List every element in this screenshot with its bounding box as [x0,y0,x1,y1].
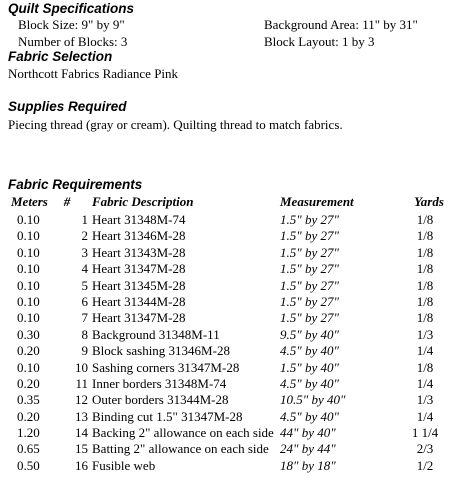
block-size: Block Size: 9" by 9" [18,17,125,32]
table-row [0,458,460,474]
cell-meters: 0.30 [17,326,40,342]
table-row [0,278,460,294]
table-row [0,228,460,244]
cell-measurement: 1.5" by 27" [280,212,339,227]
cell-measurement: 10.5" by 40" [280,392,346,408]
cell-meters: 0.20 [17,408,40,424]
cell-number: 16 [75,457,88,473]
cell-meters: 0.10 [17,277,40,293]
cell-fabric-description: Heart 31348M-74 [92,212,186,227]
cell-fabric-description: Outer borders 31344M-28 [92,392,229,408]
table-row [0,327,460,343]
cell-number: 14 [75,425,88,441]
cell-fabric-description: Fusible web [92,457,156,473]
cell-number: 2 [81,228,88,244]
cell-number: 9 [81,343,88,359]
cell-measurement: 1.5" by 27" [280,293,339,309]
table-row [0,392,460,408]
cell-meters: 0.10 [17,261,40,277]
cell-meters: 0.10 [17,228,40,244]
cell-yards: 2/3 [416,441,434,457]
cell-yards: 1/2 [416,457,434,473]
cell-fabric-description: Heart 31347M-28 [92,310,186,326]
cell-meters: 0.35 [17,392,40,408]
table-header [0,194,460,212]
cell-yards: 1 1/4 [411,425,439,441]
cell-meters: 0.10 [17,310,40,326]
cell-meters: 0.65 [17,441,40,457]
cell-yards: 1/8 [416,359,434,375]
cell-meters: 0.10 [17,244,40,260]
cell-measurement: 1.5" by 27" [280,228,339,244]
cell-number: 12 [75,392,88,408]
block-layout: Block Layout: 1 by 3 [264,34,375,49]
table-row [0,343,460,359]
cell-fabric-description: Batting 2" allowance on each side [92,441,269,457]
cell-measurement: 1.5" by 27" [280,277,339,293]
table-row [0,360,460,376]
cell-measurement: 24" by 44" [280,441,336,457]
cell-measurement: 18" by 18" [280,457,336,473]
table-row [0,441,460,457]
fabric-requirements-table [0,194,460,474]
cell-number: 15 [75,441,88,457]
header-meters: Meters [11,194,48,209]
cell-number: 7 [81,310,88,326]
cell-meters: 0.10 [17,293,40,309]
cell-yards: 1/3 [416,326,434,342]
header-yards: Yards [414,194,444,209]
cell-yards: 1/4 [416,375,434,391]
header-measurement: Measurement [280,194,354,209]
cell-yards: 1/8 [416,293,434,309]
cell-number: 11 [75,375,88,391]
cell-yards: 1/8 [416,261,434,277]
cell-fabric-description: Binding cut 1.5" 31347M-28 [92,408,243,424]
cell-number: 3 [81,244,88,260]
quilt-specifications-heading: Quilt Specifications [8,1,135,16]
cell-yards: 1/8 [416,310,434,326]
cell-fabric-description: Heart 31346M-28 [92,228,186,244]
supplies-required-text: Piecing thread (gray or cream). Quilting thread to match fabrics. [8,117,343,132]
cell-measurement: 4.5" by 40" [280,408,339,424]
cell-number: 8 [81,326,88,342]
cell-measurement: 4.5" by 40" [280,343,339,359]
table-row [0,425,460,441]
number-of-blocks: Number of Blocks: 3 [18,34,128,49]
fabric-requirements-heading: Fabric Requirements [8,177,143,192]
table-row [0,376,460,392]
cell-number: 1 [81,212,88,227]
cell-measurement: 4.5" by 40" [280,375,339,391]
cell-measurement: 1.5" by 40" [280,359,339,375]
header-number: # [63,194,71,209]
header-fabric-description: Fabric Description [92,194,194,209]
cell-number: 4 [81,261,88,277]
cell-fabric-description: Heart 31343M-28 [92,244,186,260]
cell-yards: 1/3 [416,392,434,408]
table-row [0,409,460,425]
cell-number: 5 [81,277,88,293]
cell-fabric-description: Heart 31345M-28 [92,277,186,293]
cell-fabric-description: Heart 31344M-28 [92,293,186,309]
table-row [0,294,460,310]
cell-meters: 0.50 [17,457,40,473]
cell-fabric-description: Heart 31347M-28 [92,261,186,277]
cell-measurement: 1.5" by 27" [280,244,339,260]
cell-yards: 1/8 [416,244,434,260]
table-row [0,310,460,326]
cell-measurement: 9.5" by 40" [280,326,339,342]
cell-meters: 0.20 [17,375,40,391]
cell-fabric-description: Background 31348M-11 [92,326,220,342]
supplies-required-heading: Supplies Required [8,99,127,114]
background-area: Background Area: 11" by 31" [264,17,418,32]
cell-meters: 0.20 [17,343,40,359]
cell-yards: 1/4 [416,408,434,424]
cell-yards: 1/8 [416,277,434,293]
cell-yards: 1/8 [416,212,434,227]
table-body [0,212,460,474]
fabric-selection-heading: Fabric Selection [8,49,113,64]
cell-fabric-description: Inner borders 31348M-74 [92,375,227,391]
cell-meters: 1.20 [17,425,40,441]
cell-measurement: 1.5" by 27" [280,310,339,326]
cell-measurement: 44" by 40" [280,425,336,441]
cell-number: 13 [75,408,88,424]
fabric-selection-text: Northcott Fabrics Radiance Pink [8,66,179,81]
cell-number: 6 [81,293,88,309]
cell-fabric-description: Sashing corners 31347M-28 [92,359,240,375]
cell-number: 10 [75,359,88,375]
table-row [0,212,460,228]
cell-fabric-description: Backing 2" allowance on each side [92,425,274,441]
cell-meters: 0.10 [17,212,40,227]
table-row [0,245,460,261]
cell-yards: 1/8 [416,228,434,244]
table-row [0,261,460,277]
cell-yards: 1/4 [416,343,434,359]
cell-meters: 0.10 [17,359,40,375]
cell-measurement: 1.5" by 27" [280,261,339,277]
cell-fabric-description: Block sashing 31346M-28 [92,343,230,359]
